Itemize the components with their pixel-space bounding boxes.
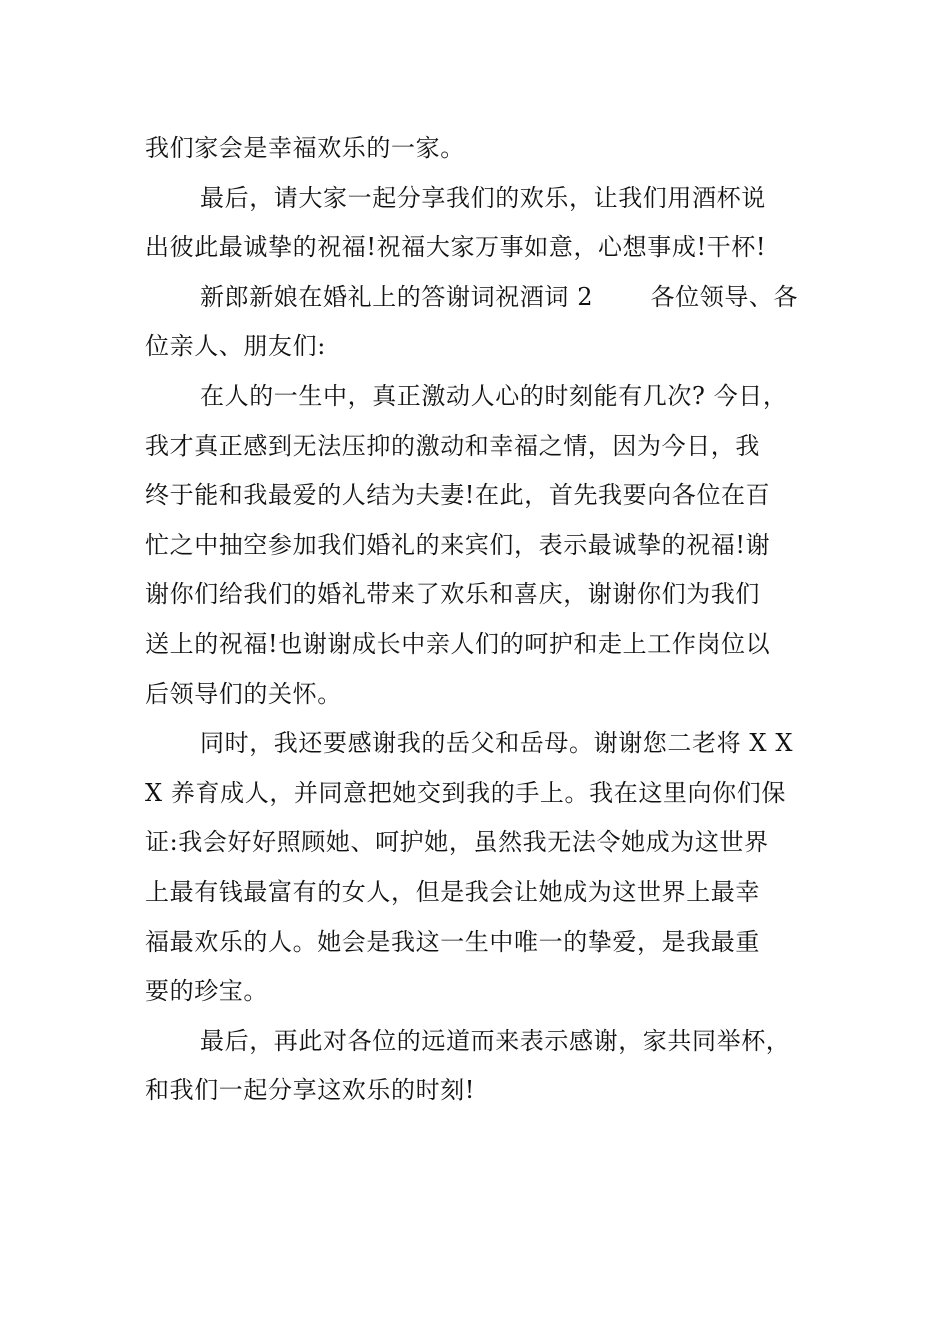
text-line: 最后，请大家一起分享我们的欢乐，让我们用酒杯说 xyxy=(200,183,766,212)
text-line: 证:我会好好照顾她、呵护她，虽然我无法令她成为这世界 xyxy=(145,828,769,857)
text-line: 同时，我还要感谢我的岳父和岳母。谢谢您二老将 X X xyxy=(200,729,794,758)
text-line: 我才真正感到无法压抑的激动和幸福之情，因为今日，我 xyxy=(145,431,760,460)
text-line: X 养育成人，并同意把她交到我的手上。我在这里向你们保 xyxy=(145,778,786,807)
text-line: 上最有钱最富有的女人，但是我会让她成为这世界上最幸 xyxy=(145,877,760,906)
text-line: 我们家会是幸福欢乐的一家。 xyxy=(145,134,465,162)
text-line: 出彼此最诚挚的祝福!祝福大家万事如意，心想事成!干杯! xyxy=(145,233,767,262)
text-line: 最后，再此对各位的远道而来表示感谢，家共同举杯， xyxy=(200,1026,791,1055)
text-line: 忙之中抽空参加我们婚礼的来宾们，表示最诚挚的祝福!谢 xyxy=(145,530,771,559)
document-body xyxy=(145,124,815,1116)
text-line: 谢你们给我们的婚礼带来了欢乐和喜庆，谢谢你们为我们 xyxy=(145,580,760,609)
text-line: 福最欢乐的人。她会是我这一生中唯一的挚爱，是我最重 xyxy=(145,927,760,956)
text-line: 和我们一起分享这欢乐的时刻! xyxy=(145,1076,476,1105)
text-line: 要的珍宝。 xyxy=(145,977,268,1006)
text-line: 后领导们的关怀。 xyxy=(145,679,342,708)
section-heading-line: 新郎新娘在婚礼上的答谢词祝酒词 2 各位领导、各 xyxy=(200,282,799,311)
text-line: 送上的祝福!也谢谢成长中亲人们的呵护和走上工作岗位以 xyxy=(145,629,771,658)
text-line: 终于能和我最爱的人结为夫妻!在此，首先我要向各位在百 xyxy=(145,481,771,510)
text-line: 位亲人、朋友们: xyxy=(145,332,326,361)
text-line: 在人的一生中，真正激动人心的时刻能有几次? 今日， xyxy=(200,381,788,410)
